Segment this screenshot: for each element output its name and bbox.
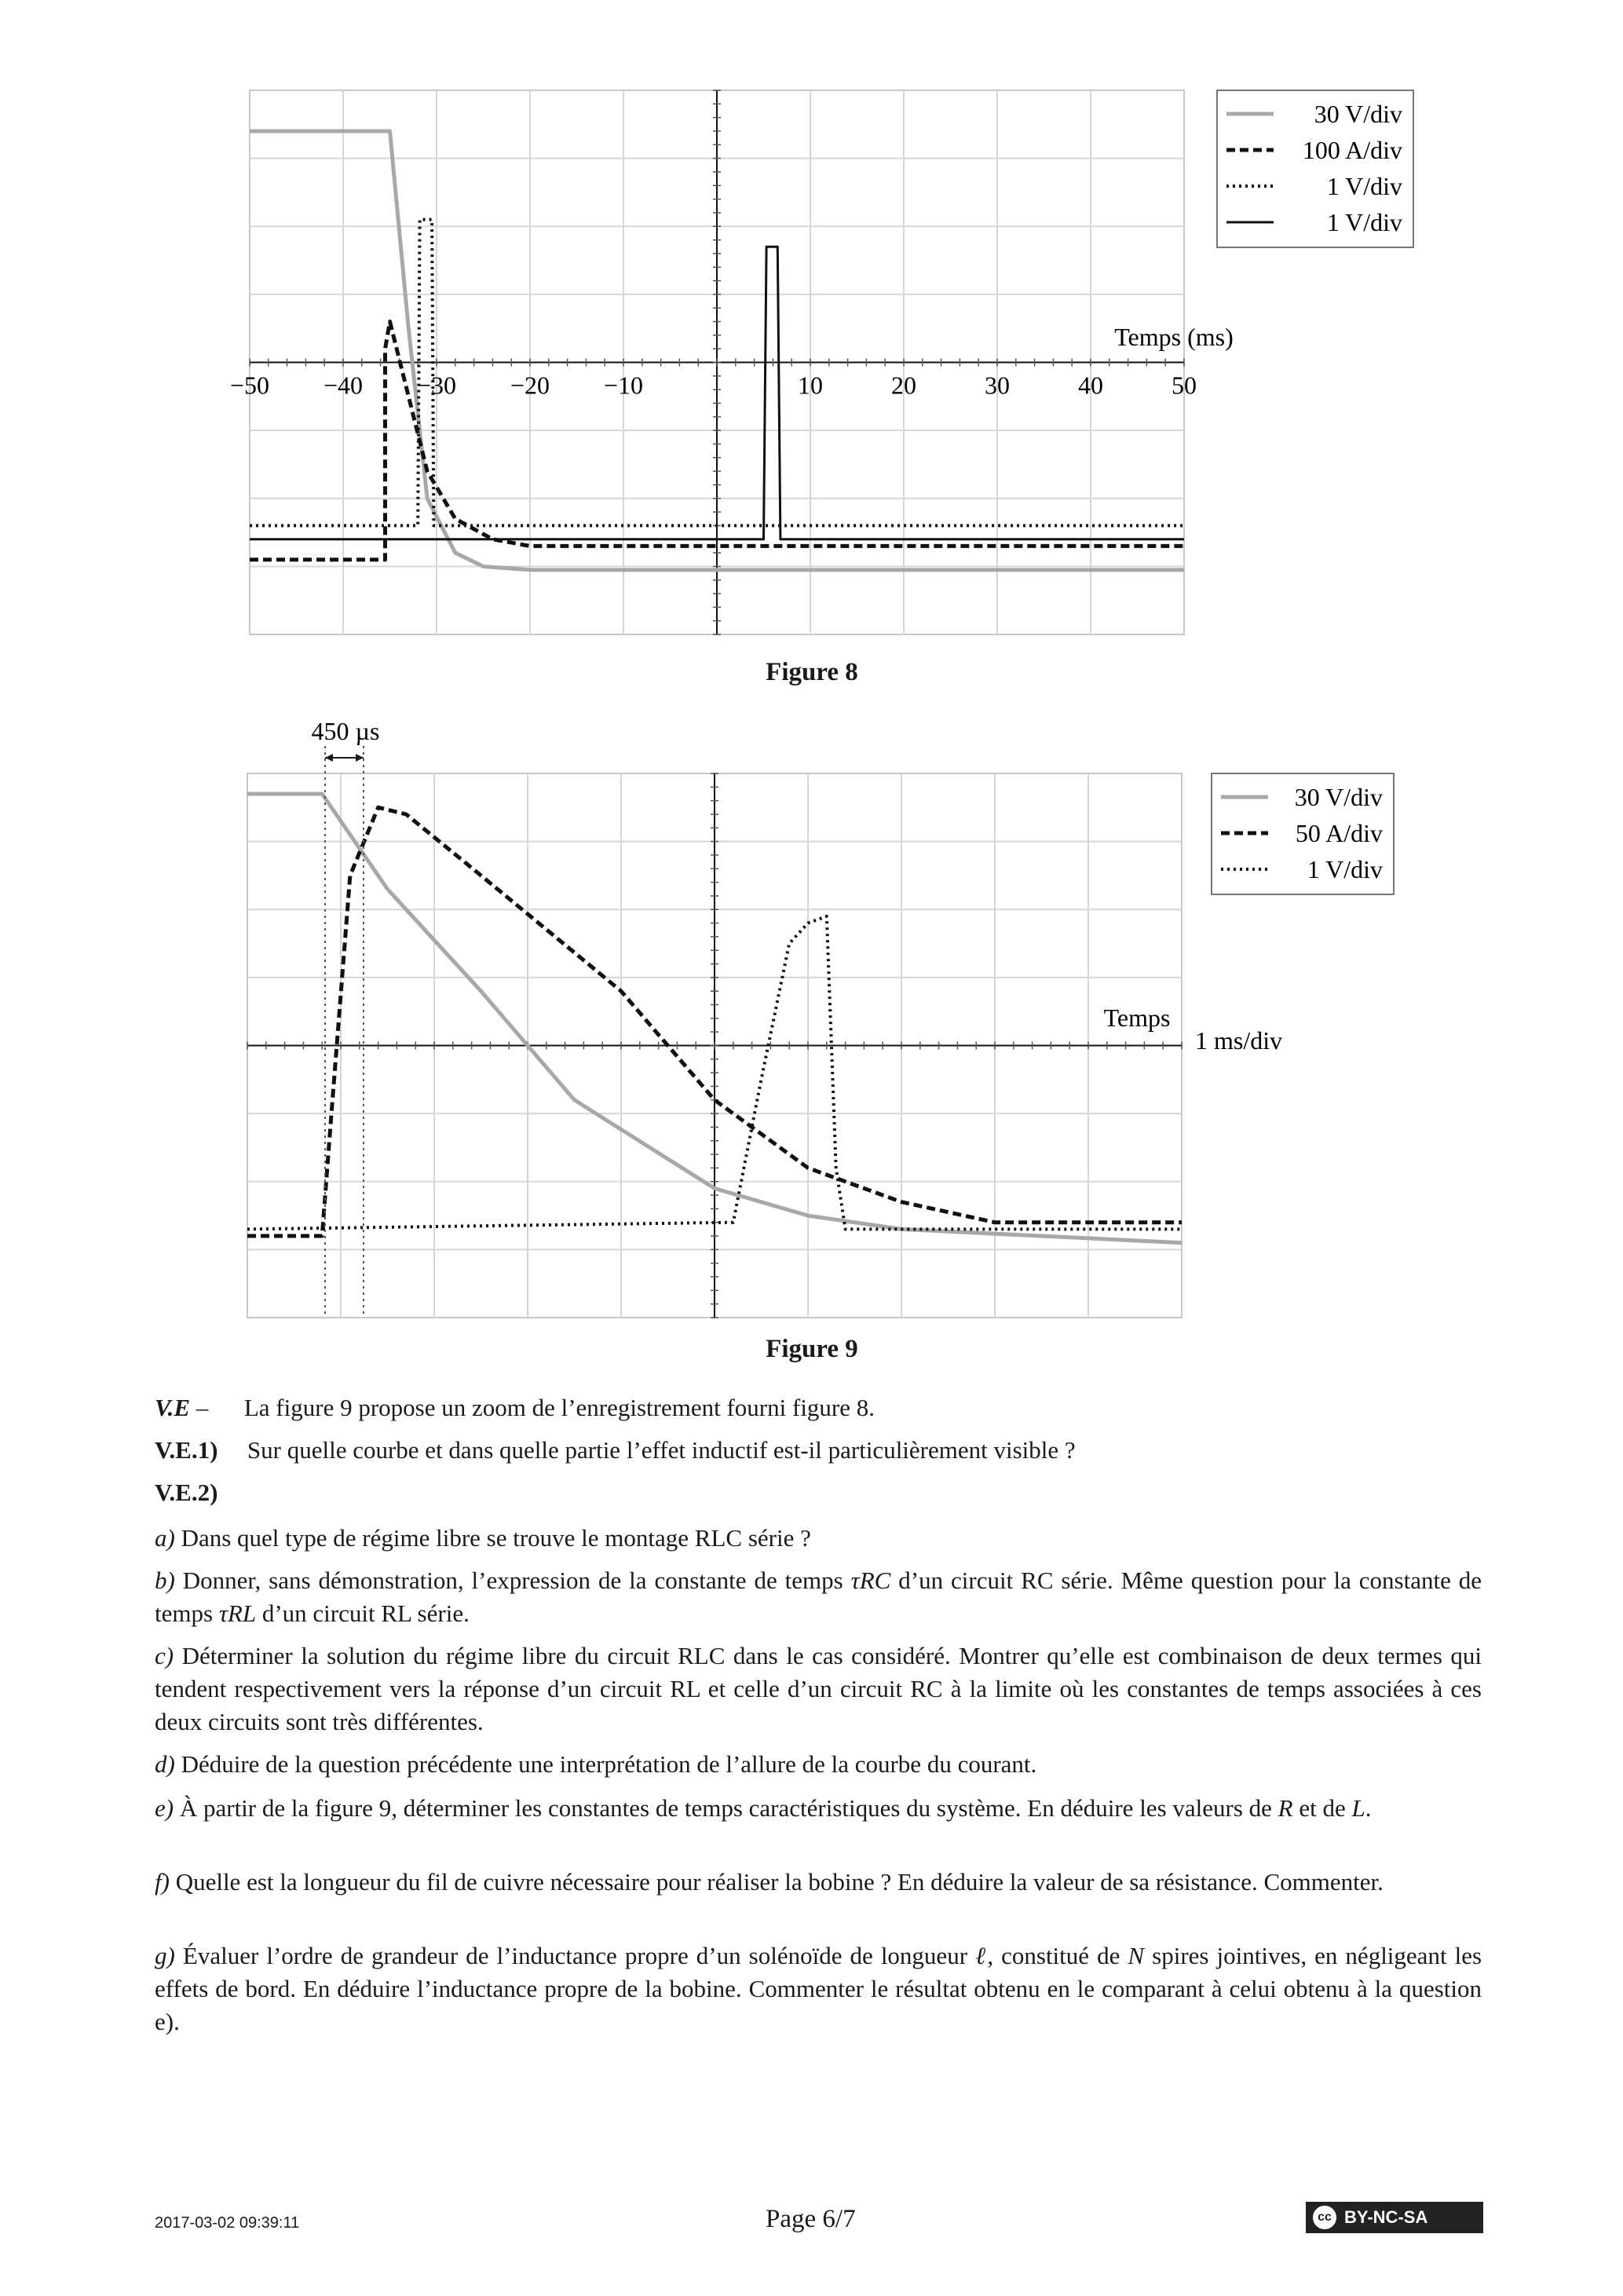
footer-page-number: Page 6/7 (766, 2205, 856, 2233)
question-g-text-1: Évaluer l’ordre de grandeur de l’inductance propre d’un solénoïde de longueur (182, 1942, 968, 1969)
section-intro-dash: – (196, 1394, 209, 1421)
section-intro-label: V.E (155, 1394, 191, 1421)
x-tick-label: −40 (323, 371, 364, 400)
question-d-letter: d) (155, 1750, 175, 1778)
legend-label: 50 A/div (1295, 819, 1383, 847)
tau-rc-symbol: τRC (850, 1567, 891, 1594)
question-e-text-1: À partir de la figure 9, déterminer les constantes de temps caractéristiques du système. En déduire les valeurs de (179, 1794, 1272, 1822)
figure-9-x-axis-label: Temps (1103, 1004, 1171, 1032)
question-v-e-1-label: V.E.1) (155, 1436, 218, 1464)
figure-8 (229, 79, 1445, 660)
legend-label: 1 V/div (1307, 855, 1383, 883)
creative-commons-icon: cc (1311, 2204, 1338, 2231)
license-badge (1306, 2202, 1483, 2233)
x-tick-label: −30 (416, 371, 457, 400)
legend-label: 100 A/div (1302, 136, 1402, 164)
question-g-letter: g) (155, 1942, 175, 1969)
question-v-e-2 (155, 1476, 1482, 1509)
x-tick-label: −20 (510, 371, 550, 400)
legend-label: 30 V/div (1294, 783, 1383, 811)
question-a-text: Dans quel type de régime libre se trouve le montage RLC série ? (181, 1524, 811, 1552)
figure-8-caption: Figure 8 (766, 658, 858, 686)
figure-8-axes (250, 90, 1184, 634)
figure-8-legend (1217, 90, 1413, 247)
question-f-text: Quelle est la longueur du fil de cuivre nécessaire pour réaliser la bobine ? En déduire la valeur de sa résistance. Commenter. (175, 1868, 1384, 1896)
section-intro (155, 1391, 1482, 1424)
question-v-e-2-label: V.E.2) (155, 1479, 218, 1506)
figure-9-annotation: 450 µs (311, 717, 380, 745)
figure-9-annotation-arrow (325, 754, 364, 762)
question-d-text: Déduire de la question précédente une interprétation de l’allure de la courbe du courant. (181, 1750, 1037, 1778)
question-g (155, 1940, 1482, 2038)
question-c-letter: c) (155, 1642, 174, 1669)
question-e-text-3: . (1365, 1794, 1372, 1822)
question-b-letter: b) (155, 1567, 175, 1594)
figure-8-tick-labels (230, 371, 1197, 400)
question-g-text-3: spires jointives, en négligeant les effets de bord. En déduire l’inductance propre de la bobine. Commenter le résultat obtenu en le comparant à celui obtenu à la question e). (155, 1942, 1482, 2035)
license-text: BY-NC-SA (1344, 2207, 1428, 2227)
figure-9-x-scale: 1 ms/div (1195, 1026, 1283, 1055)
question-c (155, 1640, 1482, 1738)
legend-label: 1 V/div (1326, 172, 1402, 200)
question-d (155, 1748, 1482, 1781)
question-f (155, 1866, 1482, 1899)
var-n: N (1128, 1942, 1145, 1969)
x-tick-label: −50 (229, 371, 270, 400)
footer-date: 2017-03-02 09:39:11 (155, 2214, 300, 2232)
figure-8-x-axis-label: Temps (ms) (1114, 323, 1234, 351)
x-tick-label: 40 (1078, 371, 1103, 400)
x-tick-label: 10 (798, 371, 823, 400)
figure-9-guides (325, 746, 364, 1318)
question-f-letter: f) (155, 1868, 170, 1896)
question-v-e-1-text: Sur quelle courbe et dans quelle partie l’effet inductif est-il particulièrement visible ? (247, 1436, 1076, 1464)
figure-9-caption: Figure 9 (766, 1335, 858, 1363)
x-tick-label: −10 (603, 371, 644, 400)
question-b-text-2: d’un circuit RC série. Même question pour la constante de temps (155, 1567, 1482, 1627)
question-e-text-2: et de (1299, 1794, 1346, 1822)
x-tick-label: 50 (1172, 371, 1197, 400)
question-e (155, 1792, 1482, 1825)
question-b-text-3: d’un circuit RL série. (261, 1600, 470, 1627)
legend-label: 30 V/div (1314, 100, 1402, 128)
var-r: R (1278, 1794, 1293, 1822)
question-b (155, 1564, 1482, 1630)
tau-rl-symbol: τRL (218, 1600, 257, 1627)
question-c-text: Déterminer la solution du régime libre du circuit RLC dans le cas considéré. Montrer qu’elle est combinaison de deux termes qui tendent respectivement vers la réponse d’un circuit RL et celle d’un circuit RC à la limite où les constantes de temps associées à ces deux circuits sont très différentes. (155, 1642, 1482, 1735)
question-g-text-2: , constitué de (987, 1942, 1120, 1969)
question-a-letter: a) (155, 1524, 175, 1552)
var-ell: ℓ (975, 1942, 988, 1969)
var-l: L (1351, 1794, 1365, 1822)
section-intro-text: La figure 9 propose un zoom de l’enregistrement fourni figure 8. (243, 1394, 875, 1421)
question-e-letter: e) (155, 1794, 174, 1822)
question-b-text-1: Donner, sans démonstration, l’expression de la constante de temps (182, 1567, 843, 1594)
question-a (155, 1522, 1482, 1555)
question-v-e-1 (155, 1434, 1482, 1467)
figure-9-legend (1212, 773, 1394, 894)
figure-9 (236, 711, 1445, 1331)
x-tick-label: 30 (985, 371, 1010, 400)
legend-label: 1 V/div (1326, 208, 1402, 236)
x-tick-label: 20 (891, 371, 916, 400)
